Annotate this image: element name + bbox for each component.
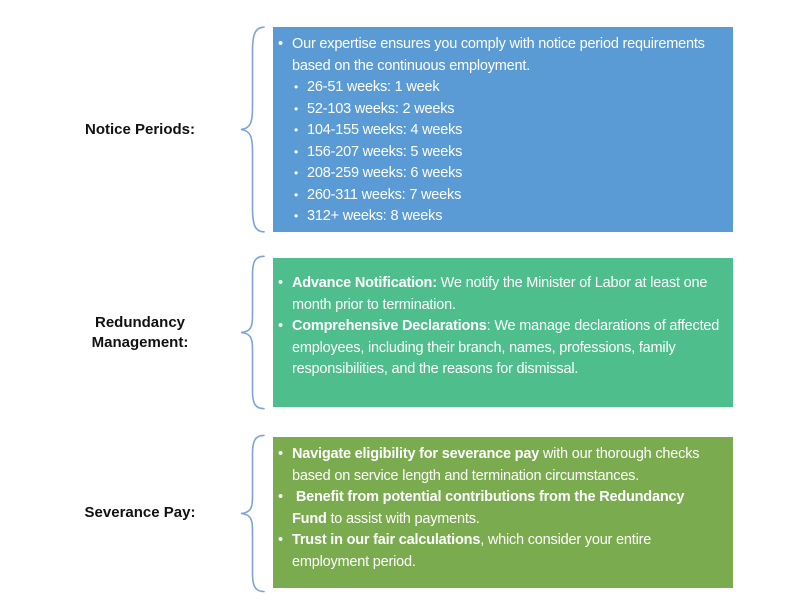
severance-pay-brace [236, 433, 268, 594]
bullet-item [278, 34, 721, 77]
sub-bullet-text: 52-103 weeks: 2 weeks [307, 100, 455, 117]
sub-bullet-item [294, 120, 721, 142]
sub-bullet-text: 26-51 weeks: 1 week [307, 79, 440, 95]
bullet-dot-icon: • [294, 123, 299, 137]
bullet-dot-icon: • [294, 80, 299, 94]
sub-bullet-item [294, 99, 721, 121]
sub-bullet-item [294, 185, 721, 207]
bullet-dot-icon: • [278, 532, 283, 548]
bullet-regular-text: We notify the Minister of Labor at least one month prior to termination. [292, 275, 712, 313]
sub-bullet-item [294, 142, 721, 164]
redundancy-management-label [20, 258, 260, 407]
bullet-text [292, 487, 721, 530]
bullet-dot-icon: • [278, 489, 283, 505]
bullet-dot-icon: • [294, 187, 299, 202]
redundancy-management-brace [236, 254, 268, 411]
bullet-text [292, 316, 721, 381]
redundancy-management-box [273, 258, 733, 407]
notice-periods-box [273, 27, 733, 232]
sub-bullet-text: 312+ weeks: 8 weeks [307, 208, 443, 224]
sub-bullet-item [294, 206, 721, 228]
notice-periods-label [20, 27, 260, 232]
redundancy-label-line-1: Redundancy [94, 313, 185, 331]
redundancy-label-line-2: Management: [91, 333, 189, 351]
bullet-dot-icon: • [278, 318, 283, 334]
bullet-dot-icon: • [278, 446, 283, 462]
bullet-dot-icon: • [278, 36, 283, 52]
bullet-dot-icon: • [294, 209, 299, 223]
severance-pay-box [273, 437, 733, 588]
bullet-item [278, 316, 721, 381]
bullet-text [292, 34, 721, 77]
bullet-item [278, 444, 721, 487]
bullet-bold-text: Advance Notification: [292, 275, 437, 291]
notice-periods-brace [236, 24, 268, 235]
notice-periods-label-text: Notice Periods: [84, 120, 196, 138]
bullet-item [278, 273, 721, 316]
bullet-regular-text: : We manage declarations of affected employees, including their branch, names, professions, family responsibilities, and the reasons for dismissal. [292, 318, 723, 377]
bullet-regular-text: to assist with payments. [326, 510, 480, 527]
curly-brace-icon [236, 254, 268, 411]
sub-bullet-item [294, 163, 721, 185]
bullet-regular-text: with our thorough checks based on service length and termination circumstances. [292, 446, 704, 484]
curly-brace-icon [236, 433, 268, 594]
sub-bullet-text: 208-259 weeks: 6 weeks [307, 165, 463, 181]
bullet-bold-text: Trust in our fair calculations [292, 532, 481, 548]
bullet-dot-icon: • [294, 101, 299, 116]
severance-pay-label-text: Severance Pay: [84, 503, 196, 521]
bullet-bold-text: Benefit from potential contributions from the Redundancy Fund [292, 489, 689, 527]
bullet-dot-icon: • [294, 144, 299, 159]
severance-pay-label [20, 437, 260, 588]
sub-bullet-item [294, 77, 721, 99]
bullet-dot-icon: • [294, 166, 299, 180]
sub-bullet-text: 260-311 weeks: 7 weeks [307, 186, 462, 203]
bullet-bold-text: Comprehensive Declarations [292, 318, 487, 334]
sub-bullet-text: 156-207 weeks: 5 weeks [307, 143, 463, 160]
bullet-bold-text: Navigate eligibility for severance pay [292, 446, 540, 462]
bullet-dot-icon: • [278, 275, 283, 291]
bullet-text [292, 530, 721, 573]
bullet-text [292, 273, 721, 316]
sub-bullet-text: 104-155 weeks: 4 weeks [307, 122, 463, 138]
bullet-regular-text: Our expertise ensures you comply with notice period requirements based on the continuous employment. [292, 36, 709, 74]
bullet-item [278, 530, 721, 573]
bullet-text [292, 444, 721, 487]
curly-brace-icon [236, 24, 268, 235]
bullet-item [278, 487, 721, 530]
bullet-regular-text: , which consider your entire employment period. [292, 532, 655, 570]
